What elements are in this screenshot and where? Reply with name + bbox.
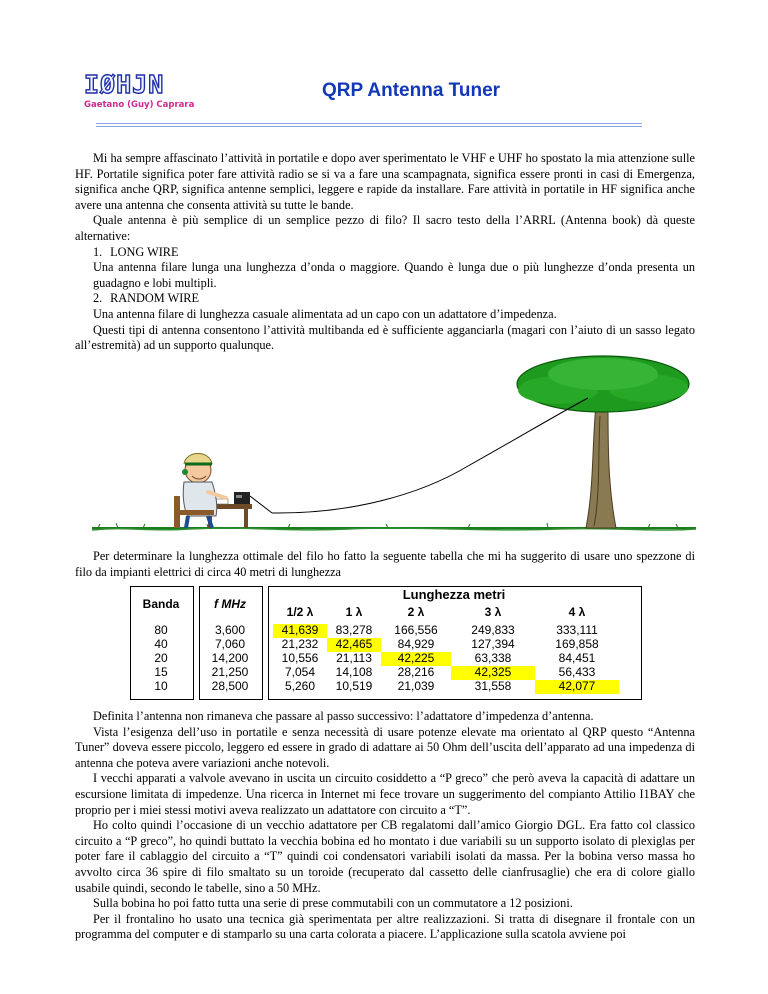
page-title: QRP Antenna Tuner xyxy=(322,80,501,101)
table-cell-length-highlighted: 42,325 xyxy=(451,666,535,680)
table-intro-section xyxy=(75,549,695,580)
body-section xyxy=(75,709,695,943)
table-subheader: 4 λ xyxy=(568,605,586,619)
list-item-description: Una antenna filare di lunghezza casuale alimentata ad un capo con un adattatore d’impedenza. xyxy=(93,306,557,321)
table-cell-length: 31,558 xyxy=(474,679,512,693)
header-divider-2 xyxy=(96,126,642,127)
table-cell-length: 21,113 xyxy=(336,651,372,665)
table-cell-length-highlighted: 41,639 xyxy=(273,624,327,638)
table-cell-length: 21,039 xyxy=(397,679,435,693)
table-cell-length: 28,216 xyxy=(397,665,435,679)
table-header-freq: f MHz xyxy=(214,597,246,611)
table-intro-paragraph: Per determinare la lunghezza ottimale del filo ho fatto la seguente tabella che mi ha suggerito di usare uno spezzone di filo da impianti elettrici di circa 40 metri di lunghezza xyxy=(75,549,695,579)
table-cell-length: 84,929 xyxy=(397,637,435,651)
table-cell-length-highlighted: 42,225 xyxy=(381,652,451,666)
list-number: 2. xyxy=(93,291,103,306)
table-cell-band: 40 xyxy=(154,637,168,651)
list-item-long-wire xyxy=(75,245,695,261)
table-cell-length: 63,338 xyxy=(474,651,512,665)
body-paragraph-6: Per il frontalino ho usato una tecnica già sperimentata per altre realizzazioni. Si tratta di disegnare il frontale con un programma del computer e di stamparlo su una carta colorata a piacere. L’applicazione sulla scatola avviene poi xyxy=(75,911,695,942)
logo-callsign: IØHJN xyxy=(84,70,165,99)
table-cell-length: 333,111 xyxy=(556,623,598,637)
list-number: 1. xyxy=(93,244,103,259)
intro-paragraph-3: Questi tipi di antenna consentono l’attività multibanda ed è sufficiente agganciarla (magari con l’aiuto di un sasso legato all’estremità) ad un supporto qualunque. xyxy=(75,322,695,353)
table-cell-length-highlighted: 42,077 xyxy=(535,680,619,694)
table-cell-freq: 14,200 xyxy=(211,651,249,665)
list-item-description: Una antenna filare lunga una lunghezza d’onda o maggiore. Quando è lunga due o più lunghezze d’onda presenta un guadagno e lobi multipli. xyxy=(93,260,695,290)
table-cell-band: 10 xyxy=(154,679,168,693)
table-cell-length: 127,394 xyxy=(471,637,515,651)
list-item-title: LONG WIRE xyxy=(110,244,179,259)
body-paragraph-5: Sulla bobina ho poi fatto tutta una serie di prese commutabili con un commutatore a 12 posizioni. xyxy=(93,896,573,911)
table-cell-band: 20 xyxy=(154,651,168,665)
logo-name: Gaetano (Guy) Caprara xyxy=(84,100,195,110)
table-header-banda: Banda xyxy=(142,597,180,611)
antenna-length-table xyxy=(130,586,640,698)
list-item-title: RANDOM WIRE xyxy=(110,291,200,306)
table-cell-length: 5,260 xyxy=(284,679,316,693)
table-cell-freq: 21,250 xyxy=(211,665,249,679)
intro-paragraph-1: Mi ha sempre affascinato l’attività in portatile e dopo aver sperimentato le VHF e UHF ho spostato la mia attenzione sulle HF. Portatile significa poter fare attività radio se si va a fare una scampagnata, significa essere pronti in casi di Emergenza, significa anche QRP, significa antenne semplici, leggere e rapide da installare. Fare attività in portatile in HF significa anche avere una antenna che consenta attività su tutte le bande. xyxy=(75,151,695,212)
table-cell-length: 21,232 xyxy=(281,637,319,651)
table-cell-length: 56,433 xyxy=(558,665,596,679)
table-cell-freq: 7,060 xyxy=(214,637,246,651)
table-cell-freq: 3,600 xyxy=(214,623,246,637)
table-cell-length: 84,451 xyxy=(558,651,596,665)
table-cell-length: 7,054 xyxy=(284,665,316,679)
intro-section xyxy=(75,151,695,354)
table-cell-band: 80 xyxy=(154,623,168,637)
table-cell-freq: 28,500 xyxy=(211,679,249,693)
table-cell-length: 14,108 xyxy=(335,665,373,679)
table-subheader: 1/2 λ xyxy=(286,605,314,619)
body-paragraph-3: I vecchi apparati a valvole avevano in uscita un circuito cosiddetto a “P greco” che però aveva la capacità di adattare un escursione limitata di impedenze. Una ricerca in Internet mi fece trovare un suggerimento del compianto Attilio I1BAY che proprio per i miei stessi motivi aveva realizzato un adattatore con circuito a “T”. xyxy=(75,771,695,817)
table-subheader: 3 λ xyxy=(484,605,502,619)
table-cell-length: 166,556 xyxy=(394,623,438,637)
table-cell-length: 83,278 xyxy=(335,623,373,637)
table-cell-length: 169,858 xyxy=(555,637,599,651)
table-header-group: Lunghezza metri xyxy=(402,587,506,602)
table-cell-band: 15 xyxy=(154,665,168,679)
table-subheader: 2 λ xyxy=(407,605,425,619)
intro-paragraph-2: Quale antenna è più semplice di un semplice pezzo di filo? Il sacro testo della l’ARRL (Antenna book) dà queste alternative: xyxy=(75,213,695,243)
body-paragraph-2: Vista l’esigenza dell’uso in portatile e senza necessità di usare potenze elevate ma orientato al QRP questo “Antenna Tuner” doveva essere piccolo, leggero ed essere in grado di adattare ai 50 Ohm dell’uscita dell’apparato ad una impedenza di antenna che poteva avere variazioni anche notevoli. xyxy=(75,724,695,770)
table-cell-length: 249,833 xyxy=(471,623,515,637)
table-cell-length: 10,556 xyxy=(281,651,319,665)
body-paragraph-4: Ho colto quindi l’occasione di un vecchio adattatore per CB regalatomi dall’amico Giorgio DGL. Era fatto col classico circuito a “P greco”, ho quindi buttato la vecchia bobina ed ho montato i due variabili su un supporto isolato di plexiglas per poter fare il cablaggio del circuito a “T” quindi coi condensatori variabili isolati da massa. Per la bobina verso massa ho avvolto circa 36 spire di filo smaltato su un toroide (recuperato dal cassetto delle cianfrusaglie) che era di colore giallo usabile quindi, secondo le tabelle, sino a 50 MHz. xyxy=(75,818,695,895)
header-divider xyxy=(96,123,642,124)
antenna-illustration xyxy=(88,346,700,536)
table-cell-length-highlighted: 42,465 xyxy=(327,638,381,652)
body-paragraph-1: Definita l’antenna non rimaneva che passare al passo successivo: l’adattatore d’impedenza d’antenna. xyxy=(93,709,594,723)
table-subheader: 1 λ xyxy=(345,605,363,619)
logo xyxy=(84,72,208,112)
list-item-random-wire xyxy=(75,291,695,307)
table-cell-length: 10,519 xyxy=(335,679,373,693)
